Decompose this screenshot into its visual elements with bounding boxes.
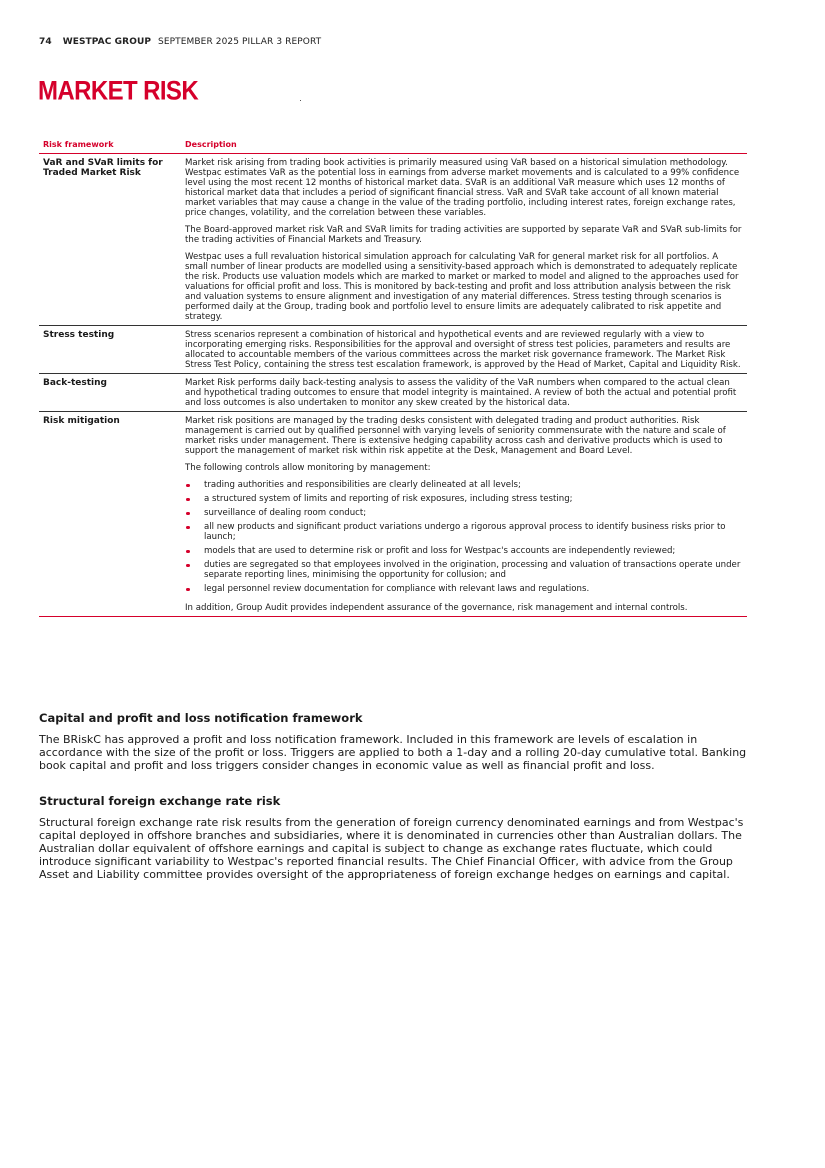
row-label: Back-testing (39, 374, 181, 412)
table-row-risk-mitigation (39, 412, 747, 617)
description-paragraph: Stress scenarios represent a combination of historical and hypothetical events and are reviewed regularly with a view to incorporating emerging risks. Responsibilities for the approval and oversight of stress test policies, parameters and results are allocated to accountable members of the various committees across the market risk governance framework. The Market Risk Stress Test Policy, containing the stress test escalation framework, is approved by the Head of Market, Capital and Liquidity Risk. (185, 330, 741, 370)
description-paragraph: The following controls allow monitoring by management: (185, 463, 431, 473)
row-label: Risk mitigation (39, 412, 181, 617)
column-header-risk-framework: Risk framework (39, 138, 181, 154)
column-header-description: Description (181, 138, 747, 154)
description-paragraph: Market risk arising from trading book activities is primarily measured using VaR based on a historical simulation methodology. Westpac estimates VaR as the potential loss in earnings from adverse market movements and is calculated to a 99% confidence level using the most recent 12 months of historical market data. SVaR is an additional VaR measure which uses 12 months of historical market data that includes a period of significant financial stress. VaR and SVaR take account of all known material market variables that may cause a change in the value of the trading portfolio, including interest rates, foreign exchange rates, price changes, volatility, and the correlation between these variables. (185, 158, 740, 218)
list-item: a structured system of limits and reporting of risk exposures, including stress testing; (185, 494, 743, 504)
decorative-dot (300, 100, 301, 101)
description-paragraph: Westpac uses a full revaluation historical simulation approach for calculating VaR for general market risk for all portfolios. A small number of linear products are modelled using a sensitivity-based approach which is demonstrated to adequately replicate the risk. Products use valuation models which are marked to market or marked to model and aligned to the approaches used for valuations for official profit and loss. This is monitored by back-testing and profit and loss attribution analysis between the risk and valuation systems to ensure alignment and investigation of any material differences. Stress testing through scenarios is performed daily at the Group, trading book and portfolio level to ensure limits are adequately calibrated to risk appetite and strategy. (185, 252, 739, 322)
description-paragraph: Market risk positions are managed by the trading desks consistent with delegated trading and product authorities. Risk management is carried out by qualified personnel with varying levels of seniority commensurate with the nature and scale of market risks under management. There is extensive hedging capability across cash and derivative products which is used to support the management of market risk within risk appetite at the Desk, Management and Board Level. (185, 416, 726, 456)
row-description (181, 326, 747, 374)
row-label: Stress testing (39, 326, 181, 374)
list-item: all new products and significant product variations undergo a rigorous approval process to identify business risks prior to launch; (185, 522, 743, 542)
list-item: duties are segregated so that employees involved in the origination, processing and valuation of transactions operate under separate reporting lines, minimising the opportunity for collusion; and (185, 560, 743, 580)
report-name: SEPTEMBER 2025 PILLAR 3 REPORT (158, 37, 322, 47)
table-header-row (39, 138, 747, 154)
section-structural-fx-risk (39, 794, 751, 881)
description-paragraph: The Board-approved market risk VaR and SVaR limits for trading activities are supported by separate VaR and SVaR sub-limits for the trading activities of Financial Markets and Treasury. (185, 225, 742, 245)
section-heading: Structural foreign exchange rate risk (39, 794, 281, 808)
company-name: WESTPAC GROUP (62, 37, 152, 47)
list-item: surveillance of dealing room conduct; (185, 508, 743, 518)
section-pnl-notification (39, 711, 751, 772)
row-description (181, 374, 747, 412)
page-title: MARKET RISK (38, 76, 199, 107)
list-item: legal personnel review documentation for compliance with relevant laws and regulations. (185, 584, 743, 594)
description-paragraph: Market Risk performs daily back-testing analysis to assess the validity of the VaR numbers when compared to the actual clean and hypothetical trading outcomes to ensure that model integrity is maintained. A review of both the actual and potential profit and loss outcomes is also undertaken to monitor any skew created by the historical data. (185, 378, 737, 408)
row-label: VaR and SVaR limits for Traded Market Risk (39, 154, 181, 326)
table-row-var-svar (39, 154, 747, 326)
description-paragraph: In addition, Group Audit provides independent assurance of the governance, risk management and internal controls. (185, 603, 688, 613)
row-description (181, 412, 747, 617)
page-number: 74 (39, 37, 52, 47)
page-header (39, 37, 321, 47)
table-row-back-testing (39, 374, 747, 412)
row-description (181, 154, 747, 326)
controls-list (185, 480, 743, 594)
section-heading: Capital and profit and loss notification framework (39, 711, 363, 725)
list-item: trading authorities and responsibilities are clearly delineated at all levels; (185, 480, 743, 490)
section-body: Structural foreign exchange rate risk results from the generation of foreign currency denominated earnings and from Westpac's capital deployed in offshore branches and subsidiaries, where it is denominated in currencies other than Australian dollars. The Australian dollar equivalent of offshore earnings and capital is subject to change as exchange rates fluctuate, which could introduce significant variability to Westpac's reported financial results. The Chief Financial Officer, with advice from the Group Asset and Liability committee provides oversight of the appropriateness of foreign exchange hedges on earnings and capital. (39, 816, 744, 881)
table-row-stress-testing (39, 326, 747, 374)
section-body: The BRiskC has approved a profit and loss notification framework. Included in this framework are levels of escalation in accordance with the size of the profit or loss. Triggers are applied to both a 1-day and a rolling 20-day cumulative total. Banking book capital and profit and loss triggers consider changes in economic value as well as financial profit and loss. (39, 733, 747, 772)
list-item: models that are used to determine risk or profit and loss for Westpac's accounts are independently reviewed; (185, 546, 743, 556)
risk-framework-table (39, 138, 747, 617)
